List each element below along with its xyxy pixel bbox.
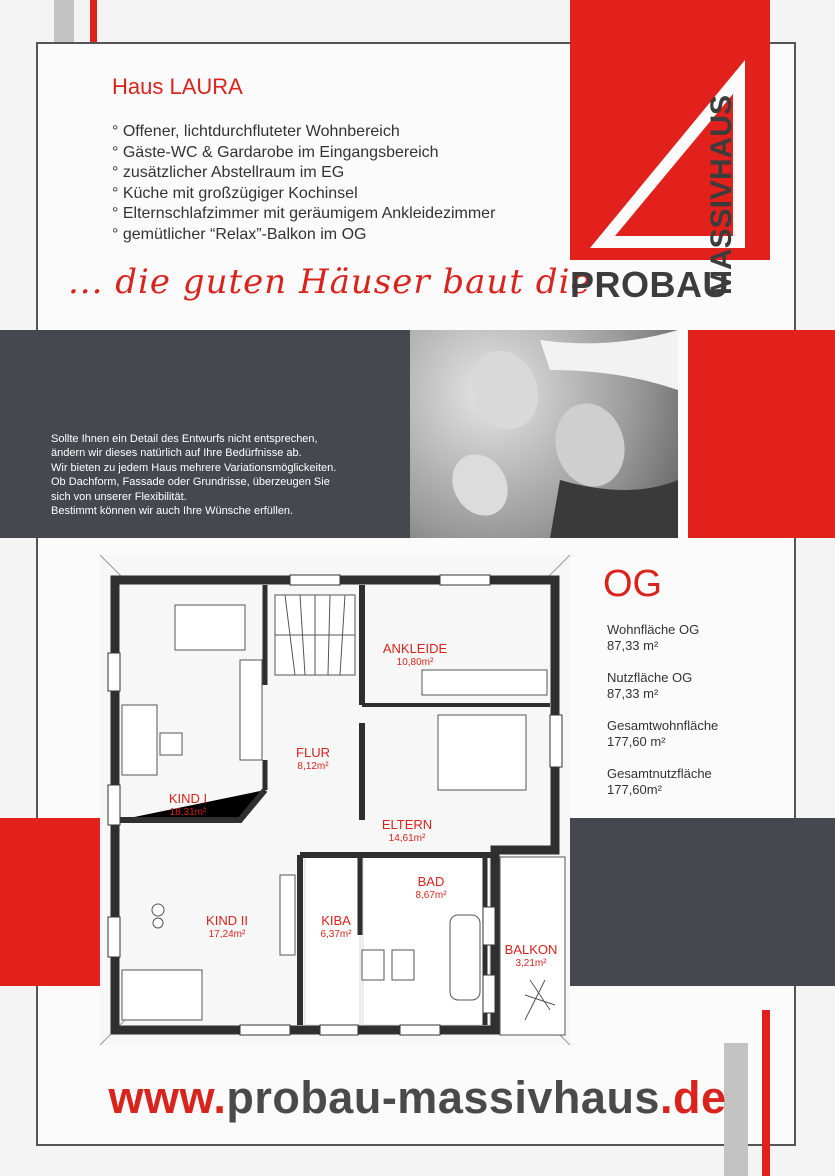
room-area: 3,21m² xyxy=(515,958,547,969)
room-label-kind-2 xyxy=(206,914,248,942)
website-url[interactable] xyxy=(0,1072,835,1124)
room-name: BAD xyxy=(417,874,445,889)
stat-nutzflaeche-og: Nutzfläche OG 87,33 m² xyxy=(607,670,693,701)
room-area: 10,80m² xyxy=(396,657,434,668)
room-area: 8,67m² xyxy=(415,890,447,901)
room-area: 18,31m² xyxy=(169,807,207,818)
url-tld[interactable]: .de xyxy=(659,1072,727,1123)
dark-band-lower-right xyxy=(566,818,835,986)
feature-item: ° Offener, lichtdurchfluteter Wohnbereich xyxy=(112,122,495,143)
logo-triangle xyxy=(570,0,770,260)
info-line: Bestimmt können wir auch Ihre Wünsche erfüllen. xyxy=(51,505,294,518)
info-line: Sollte Ihnen ein Detail des Entwurfs nicht entsprechen, xyxy=(51,433,318,445)
url-www[interactable]: www. xyxy=(108,1072,227,1123)
house-title: Haus LAURA xyxy=(112,74,243,99)
feature-item: ° zusätzlicher Abstellraum im EG xyxy=(112,163,495,184)
stat-gesamtwohnflaeche: Gesamtwohnfläche 177,60 m² xyxy=(607,718,719,749)
room-label-kind-1 xyxy=(169,792,207,820)
room-area: 14,61m² xyxy=(388,833,426,844)
info-line: sich von unserer Flexibilität. xyxy=(51,490,187,503)
feature-list xyxy=(112,122,495,245)
family-photo xyxy=(410,330,678,538)
stat-wohnflaeche-og: Wohnfläche OG 87,33 m² xyxy=(607,622,700,653)
room-area: 8,12m² xyxy=(297,761,329,772)
info-text xyxy=(51,432,336,518)
area-stats xyxy=(607,622,718,814)
floor-label: OG xyxy=(603,563,663,605)
room-name: BALKON xyxy=(504,942,558,957)
feature-item: ° gemütlicher “Relax”-Balkon im OG xyxy=(112,225,495,246)
room-label-kiba xyxy=(320,914,351,942)
feature-item: ° Elternschlafzimmer mit geräumigem Ankleidezimmer xyxy=(112,204,495,225)
red-block-right xyxy=(688,330,835,538)
room-name: FLUR xyxy=(296,745,330,760)
room-name: KIND II xyxy=(206,913,248,928)
slogan: ... die guten Häuser baut die xyxy=(68,262,592,302)
room-name: KIND I xyxy=(168,791,208,806)
info-line: Wir bieten zu jedem Haus mehrere Variationsmöglickeiten. xyxy=(51,461,337,474)
room-area: 6,37m² xyxy=(320,929,352,940)
room-name: KIBA xyxy=(321,913,351,928)
room-label-ankleide xyxy=(383,642,447,670)
room-area: 17,24m² xyxy=(208,929,246,940)
feature-item: ° Küche mit großzügiger Kochinsel xyxy=(112,184,495,205)
room-name: ELTERN xyxy=(381,817,433,832)
room-label-flur xyxy=(296,746,330,774)
red-block-left xyxy=(0,818,100,986)
url-main[interactable]: probau-massivhaus xyxy=(226,1072,660,1123)
feature-item: ° Gäste-WC & Gardarobe im Eingangsbereich xyxy=(112,143,495,164)
stat-gesamtnutzflaeche: Gesamtnutzfläche 177,60m² xyxy=(607,766,712,797)
room-label-bad xyxy=(415,875,446,903)
brand-massivhaus: MASSIVHAUS xyxy=(705,94,738,296)
room-name: ANKLEIDE xyxy=(382,641,448,656)
info-line: ändern wir dieses natürlich auf Ihre Bedürfnisse ab. xyxy=(51,447,302,460)
brand-probau: PROBAU xyxy=(570,264,730,305)
room-label-balkon xyxy=(505,943,558,971)
info-line: Ob Dachform, Fassade oder Grundrisse, überzeugen Sie xyxy=(51,476,330,489)
room-label-eltern xyxy=(382,818,432,846)
